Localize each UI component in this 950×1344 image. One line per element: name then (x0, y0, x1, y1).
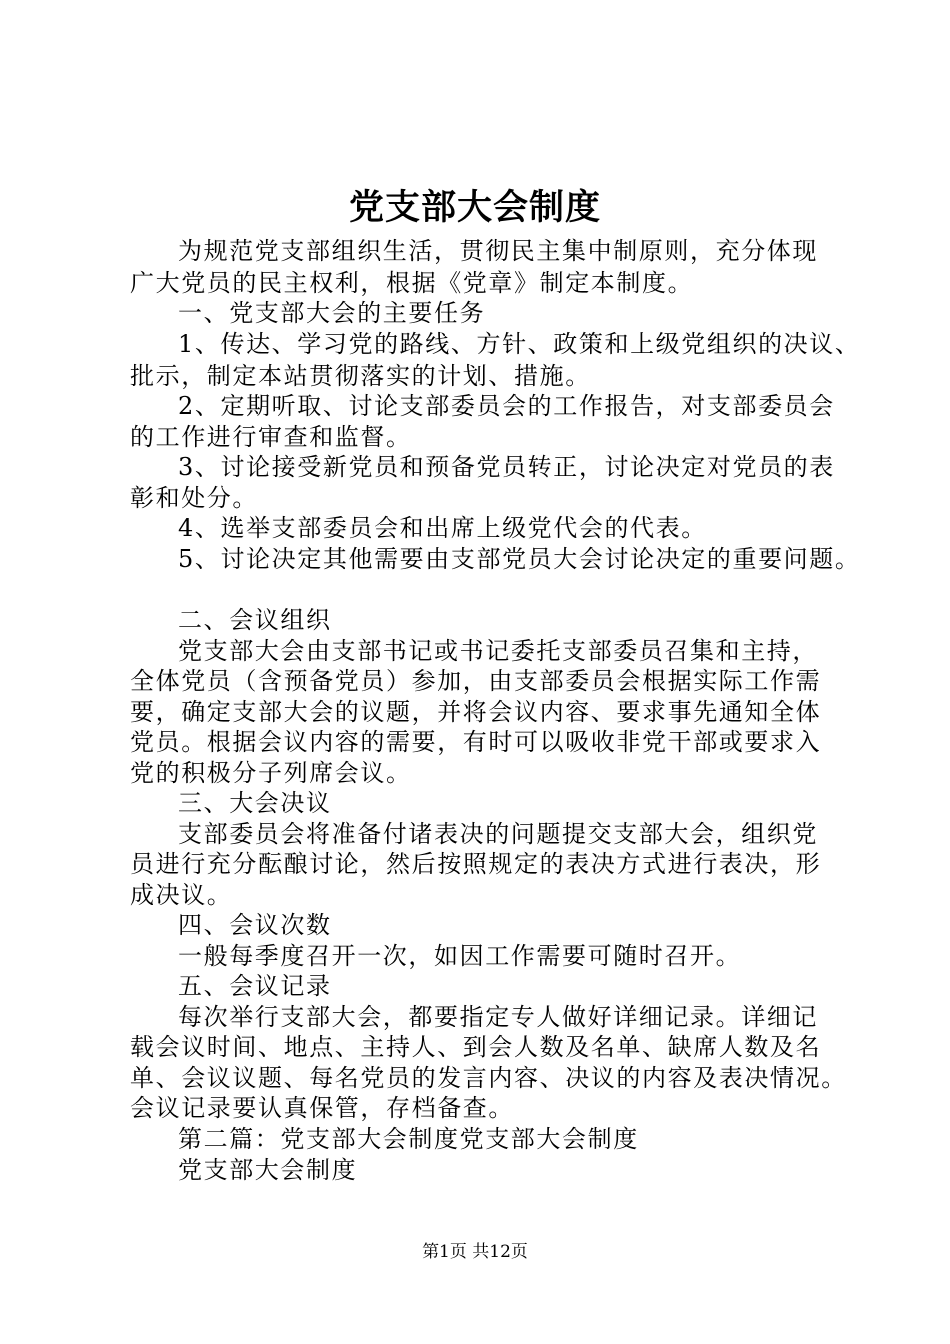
paragraph-line: 成决议。 (130, 881, 233, 909)
paragraph-line: 全体党员（含预备党员）参加，由支部委员会根据实际工作需 (130, 667, 822, 695)
paragraph-line: 会议记录要认真保管，存档备查。 (130, 1094, 514, 1122)
paragraph-line: 的工作进行审查和监督。 (130, 423, 412, 451)
section-heading: 第二篇：党支部大会制度党支部大会制度 (178, 1125, 639, 1153)
paragraph-line: 广大党员的民主权利，根据《党章》制定本制度。 (130, 269, 694, 297)
paragraph-line: 员进行充分酝酿讨论，然后按照规定的表决方式进行表决，形 (130, 850, 822, 878)
paragraph-line: 党支部大会制度 (178, 1156, 358, 1184)
paragraph-line: 党员。根据会议内容的需要，有时可以吸收非党干部或要求入 (130, 728, 822, 756)
paragraph-line: 为规范党支部组织生活，贯彻民主集中制原则，充分体现 (178, 237, 818, 265)
paragraph-line: 党支部大会由支部书记或书记委托支部委员召集和主持， (178, 637, 818, 665)
paragraph-line: 载会议时间、地点、主持人、到会人数及名单、缺席人数及名 (130, 1033, 822, 1061)
section-heading: 三、大会决议 (178, 789, 332, 817)
section-heading: 五、会议记录 (178, 972, 332, 1000)
paragraph-line: 要，确定支部大会的议题，并将会议内容、要求事先通知全体 (130, 698, 822, 726)
paragraph-line: 4、选举支部委员会和出席上级党代会的代表。 (178, 514, 707, 542)
paragraph-line: 每次举行支部大会，都要指定专人做好详细记录。详细记 (178, 1003, 818, 1031)
paragraph-line: 批示，制定本站贯彻落实的计划、措施。 (130, 362, 591, 390)
paragraph-line: 2、定期听取、讨论支部委员会的工作报告，对支部委员会 (178, 392, 835, 420)
section-heading: 四、会议次数 (178, 911, 332, 939)
document-title: 党支部大会制度 (348, 187, 601, 228)
page-footer: 第1页 共12页 (422, 1242, 528, 1262)
paragraph-line: 一般每季度召开一次，如因工作需要可随时召开。 (178, 942, 742, 970)
section-heading: 一、党支部大会的主要任务 (178, 299, 486, 327)
paragraph-line: 彰和处分。 (130, 484, 258, 512)
paragraph-line: 党的积极分子列席会议。 (130, 759, 412, 787)
paragraph-line: 3、讨论接受新党员和预备党员转正，讨论决定对党员的表 (178, 453, 835, 481)
paragraph-line: 支部委员会将准备付诸表决的问题提交支部大会，组织党 (178, 820, 818, 848)
paragraph-line: 1、传达、学习党的路线、方针、政策和上级党组织的决议、 (178, 330, 861, 358)
paragraph-line: 单、会议议题、每名党员的发言内容、决议的内容及表决情况。 (130, 1064, 847, 1092)
section-heading: 二、会议组织 (178, 606, 332, 634)
paragraph-line: 5、讨论决定其他需要由支部党员大会讨论决定的重要问题。 (178, 545, 861, 573)
